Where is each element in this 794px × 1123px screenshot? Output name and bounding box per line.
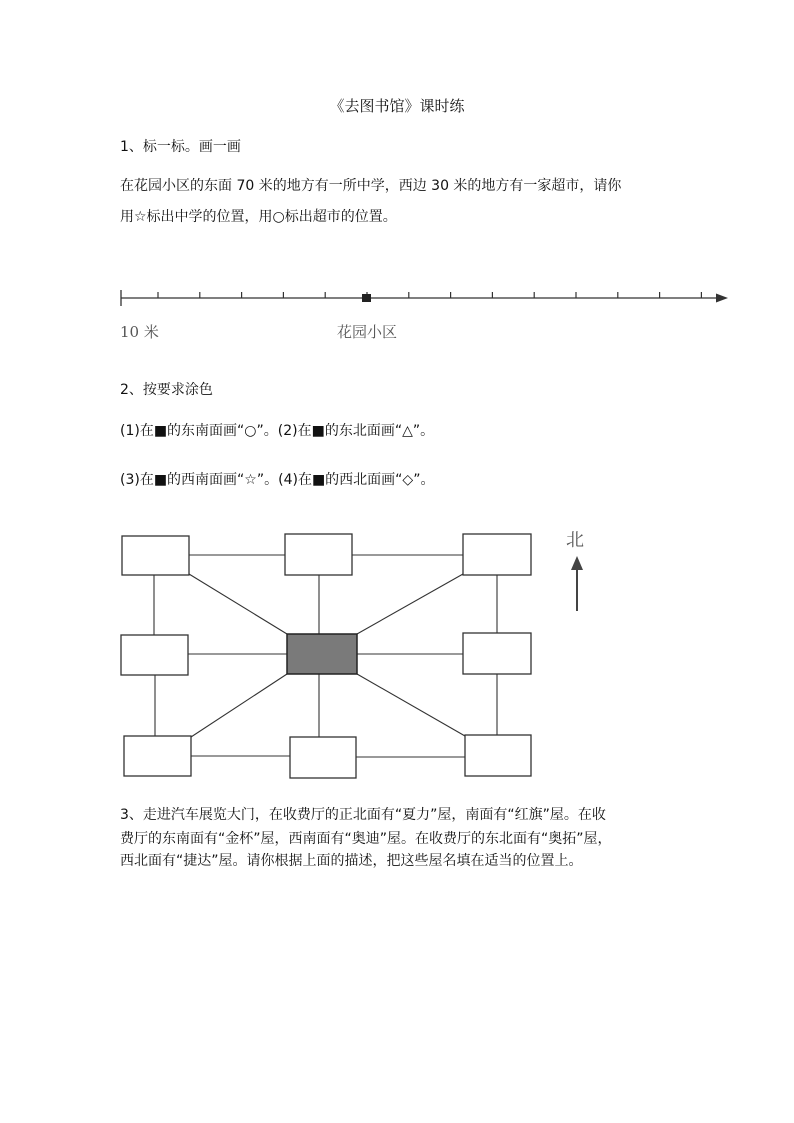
q1-text-line1: 在花园小区的东面 70 米的地方有一所中学，西边 30 米的地方有一家超市，请你: [120, 178, 622, 194]
box-southwest[interactable]: [124, 736, 191, 776]
box-east[interactable]: [463, 633, 531, 674]
box-northwest[interactable]: [122, 536, 189, 575]
q3-text-line3: 西北面有“捷达”屋。请你根据上面的描述，把这些屋名填在适当的位置上。: [120, 853, 583, 869]
box-north[interactable]: [285, 534, 352, 575]
box-northeast[interactable]: [463, 534, 531, 575]
center-box-toll-hall: [287, 634, 357, 674]
q1-text-line2: 用☆标出中学的位置，用○标出超市的位置。: [120, 209, 397, 225]
q2-heading: 2、按要求涂色: [120, 382, 213, 398]
north-label: 北: [566, 530, 583, 551]
q3-text-line1: 3、走进汽车展览大门，在收费厅的正北面有“夏力”屋，南面有“红旗”屋。在收: [120, 807, 606, 823]
garden-community-label: 花园小区: [337, 323, 398, 341]
q3-text-line2: 费厅的东南面有“金杯”屋，西南面有“奥迪”屋。在收费厅的东北面有“奥拓”屋，: [120, 831, 612, 847]
box-south[interactable]: [290, 737, 356, 778]
page-title: 《去图书馆》课时练: [329, 97, 465, 115]
box-west[interactable]: [121, 635, 188, 675]
q2-instruction-line2: (3)在■的西南面画“☆”。(4)在■的西北面画“◇”。: [120, 472, 435, 488]
scale-label: 10 米: [120, 323, 159, 341]
q2-instruction-line1: (1)在■的东南面画“○”。(2)在■的东北面画“△”。: [120, 423, 435, 439]
q1-heading: 1、标一标。画一画: [120, 139, 241, 155]
up-arrow-icon: [571, 556, 583, 611]
box-southeast[interactable]: [465, 735, 531, 776]
